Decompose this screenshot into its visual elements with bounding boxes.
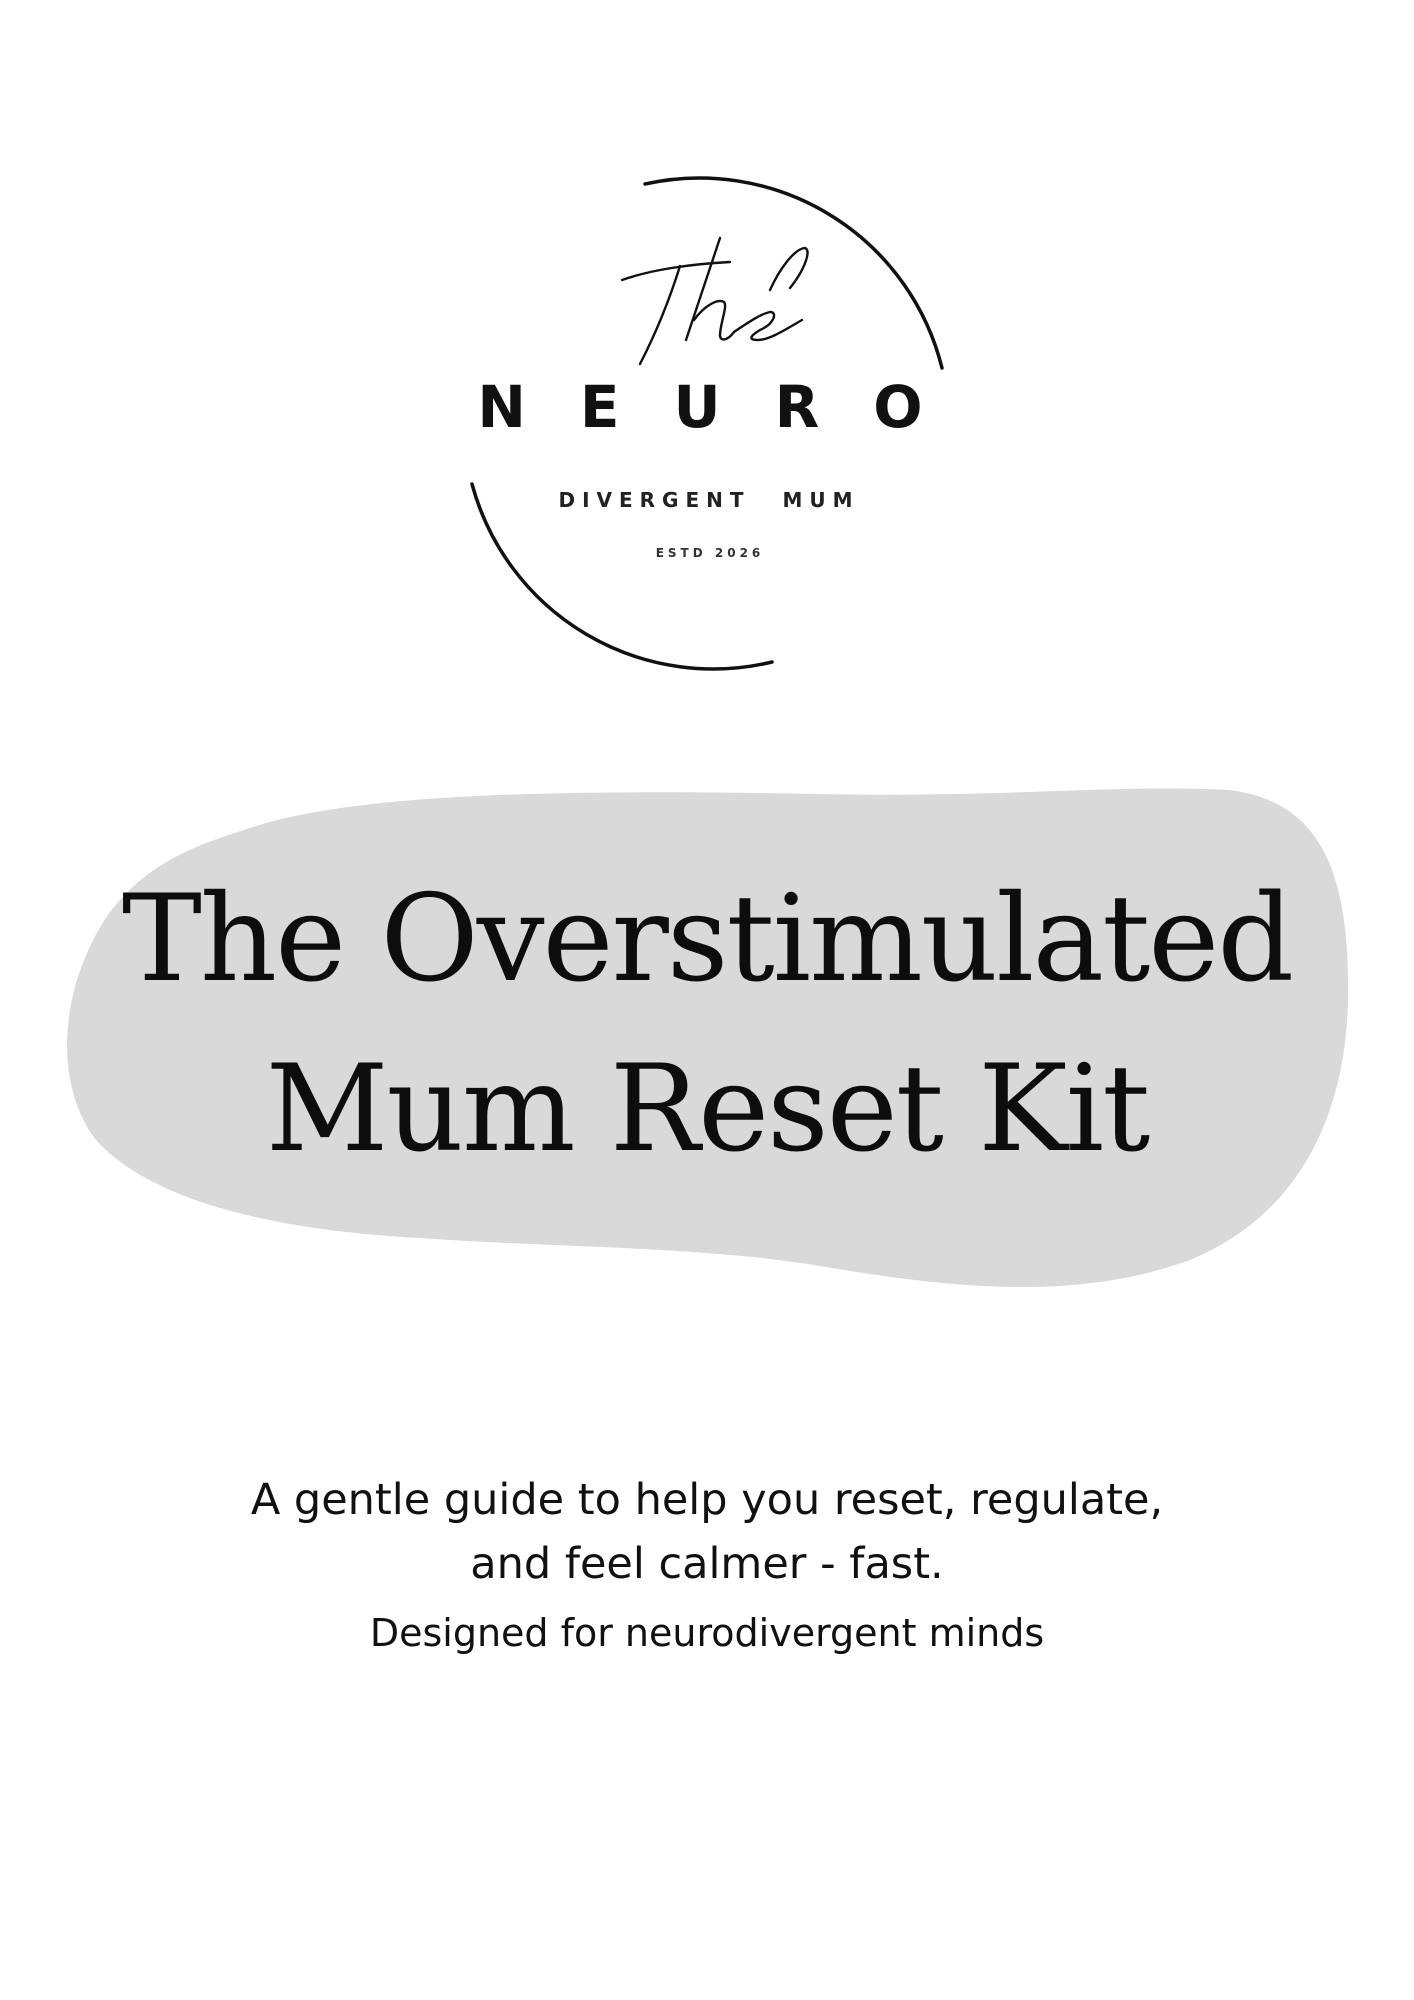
tagline	[0, 1468, 1414, 1596]
brand-logo	[420, 160, 980, 680]
audience-note: Designed for neurodivergent minds	[369, 1611, 1045, 1655]
logo-script-the	[620, 228, 830, 368]
logo-wordmark: NEURO	[477, 373, 977, 441]
page-title	[0, 855, 1414, 1195]
title-line-2: Mum Reset Kit	[265, 1040, 1149, 1179]
tagline-line-1: A gentle guide to help you reset, regulate,	[250, 1475, 1164, 1525]
logo-established: ESTD 2026	[655, 546, 765, 560]
tagline-line-2: and feel calmer - fast.	[470, 1539, 944, 1589]
logo-subtitle: DIVERGENT MUM	[558, 488, 860, 512]
title-line-1: The Overstimulated	[121, 870, 1293, 1009]
